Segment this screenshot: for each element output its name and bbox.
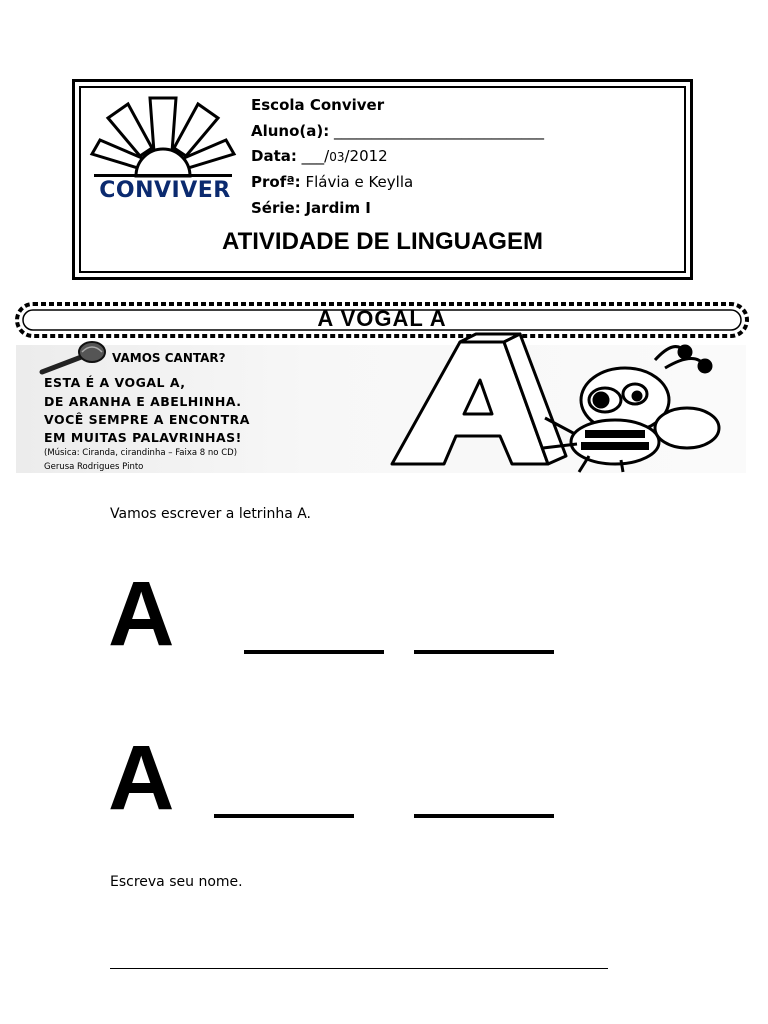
instruction-write-letter: Vamos escrever a letrinha A. bbox=[110, 506, 312, 522]
song-line: VOCÊ SEMPRE A ENCONTRA bbox=[44, 412, 250, 427]
writing-blank bbox=[214, 814, 354, 818]
writing-blank bbox=[244, 650, 384, 654]
name-writing-line bbox=[110, 968, 608, 969]
song-line: DE ARANHA E ABELHINHA. bbox=[44, 394, 242, 409]
instruction-write-name: Escreva seu nome. bbox=[110, 874, 243, 890]
activity-title: ATIVIDADE DE LINGUAGEM bbox=[222, 228, 543, 255]
grade-field: Série: Jardim I bbox=[251, 199, 371, 217]
letter-a-model: A bbox=[108, 563, 175, 665]
song-line: EM MUITAS PALAVRINHAS! bbox=[44, 430, 242, 445]
student-field: Aluno(a): ____________________________ bbox=[251, 122, 545, 140]
date-field: Data: ___/03/2012 bbox=[251, 147, 388, 165]
song-author: Gerusa Rodrigues Pinto bbox=[44, 462, 144, 472]
bee-icon bbox=[505, 338, 730, 473]
writing-blank bbox=[414, 650, 554, 654]
logo-wordmark: CONVIVER bbox=[99, 178, 231, 203]
letter-a-model: A bbox=[108, 727, 175, 829]
microphone-icon bbox=[38, 340, 110, 376]
banner-title: A VOGAL A bbox=[317, 306, 447, 331]
teacher-field: Profª: Flávia e Keylla bbox=[251, 173, 414, 191]
writing-blank bbox=[414, 814, 554, 818]
school-name: Escola Conviver bbox=[251, 96, 385, 114]
song-line: ESTA É A VOGAL A, bbox=[44, 375, 186, 390]
song-credit: (Música: Ciranda, cirandinha – Faixa 8 no CD) bbox=[44, 448, 238, 458]
song-heading: VAMOS CANTAR? bbox=[112, 351, 226, 365]
